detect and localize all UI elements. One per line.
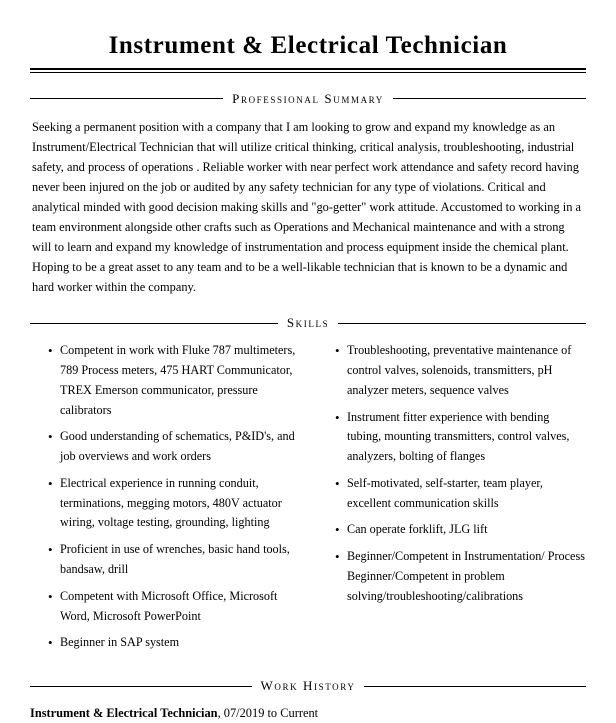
section-header-professional-summary	[30, 91, 586, 107]
title-divider-thick	[30, 68, 586, 70]
section-rule-left	[30, 98, 223, 99]
professional-summary-text: Seeking a permanent position with a company that I am looking to grow and expand my knowledge as an Instrument/Electrical Technician that will utilize critical thinking, critical analysis, troubleshooting, industrial safety, and process of operations . Reliable worker with near perfect work attendance and safety record having never been injured on the job or audited by any safety technician for any type of violations. Critical and analytical minded with good decision making skills and "go-getter" work attitude. Accustomed to working in a team environment alongside other crafts such as Operations and Mechanical maintenance and with a strong will to learn and expand my knowledge of instrumentation and process equipment inside the chemical plant. Hoping to be a great asset to any team and to be a well-likable technician that is known to be a dynamic and hard worker within the company.	[32, 119, 581, 295]
section-rule-left	[30, 686, 252, 687]
section-rule-right	[393, 98, 586, 99]
list-item: • Can operate forklift, JLG lift	[335, 520, 586, 540]
list-item: • Good understanding of schematics, P&ID's, and job overviews and work orders	[48, 427, 299, 467]
work-history-entry-line	[30, 704, 586, 723]
list-item: • Proficient in use of wrenches, basic hand tools, bandsaw, drill	[48, 540, 299, 580]
list-item: • Self-motivated, self-starter, team player, excellent communication skills	[335, 474, 586, 514]
section-rule-left	[30, 323, 278, 324]
list-item: • Competent in work with Fluke 787 multimeters, 789 Process meters, 475 HART Communicator, TREX Emerson communicator, pressure calibrators	[48, 341, 299, 420]
title-divider-thin	[30, 72, 586, 73]
section-title-skills: Skills	[286, 315, 330, 331]
skills-list-right	[317, 341, 586, 660]
list-item: • Beginner/Competent in Instrumentation/ Process Beginner/Competent in problem solving/troubleshooting/calibrations	[335, 547, 586, 606]
skills-list-left	[30, 341, 299, 660]
section-header-skills	[30, 315, 586, 331]
work-history-entry	[30, 704, 586, 723]
list-item: • Electrical experience in running conduit, terminations, megging motors, 480V actuator wiring, voltage testing, grounding, lighting	[48, 474, 299, 533]
section-rule-right	[338, 323, 586, 324]
skills-columns	[30, 341, 586, 660]
section-title-work-history: Work History	[260, 678, 356, 694]
section-rule-right	[364, 686, 586, 687]
list-item: • Troubleshooting, preventative maintenance of control valves, solenoids, transmitters, pH analyzer meters, sequence valves	[335, 341, 586, 400]
list-item: • Competent with Microsoft Office, Microsoft Word, Microsoft PowerPoint	[48, 587, 299, 627]
list-item: • Instrument fitter experience with bending tubing, mounting transmitters, control valves, analyzers, bolting of flanges	[335, 408, 586, 467]
work-history-job-title: Instrument & Electrical Technician	[30, 706, 218, 721]
page-title: Instrument & Electrical Technician	[108, 32, 508, 59]
work-history-separator: ,	[217, 706, 224, 721]
list-item: • Beginner in SAP system	[48, 633, 299, 653]
section-header-work-history	[30, 678, 586, 694]
section-title-professional-summary: Professional Summary	[232, 90, 384, 106]
work-history-dates: 07/2019 to Current	[223, 706, 319, 721]
